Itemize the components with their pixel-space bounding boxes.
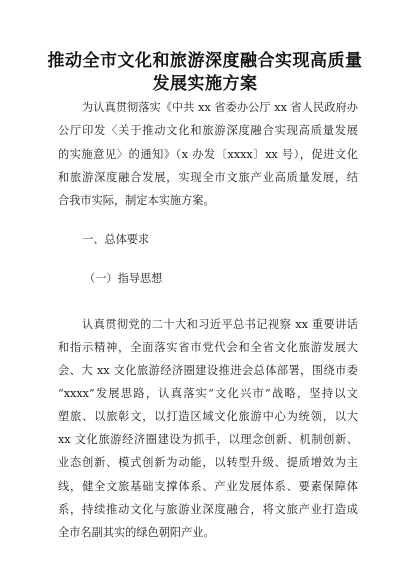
body-paragraph-line: 认真贯彻党的二十大和习近平总书记视察 xx 重要讲话 xyxy=(82,318,358,331)
document-title-line-2: 发展实施方案 xyxy=(152,74,258,94)
body-paragraph-line: xx 文化旅游经济圈建设为抓手，以理念创新、机制创新、 xyxy=(58,433,358,446)
body-paragraph-line: 业态创新、模式创新为动能，以转型升级、提质增效为主 xyxy=(58,456,358,469)
document-title-line-1: 推动全市文化和旅游深度融合实现高质量 xyxy=(47,51,363,71)
subsection-heading: （一）指导思想 xyxy=(84,272,163,285)
intro-paragraph-line: 为认真贯彻落实《中共 xx 省委办公厅 xx 省人民政府办 xyxy=(82,101,358,114)
section-heading: 一、总体要求 xyxy=(82,233,150,246)
body-paragraph-line: 线，健全文旅基础支撑体系、产业发展体系、要素保障体 xyxy=(58,480,358,493)
body-paragraph-line: 和指示精神，全面落实省市党代会和全省文化旅游发展大 xyxy=(58,341,358,354)
intro-paragraph-line: 和旅游深度融合发展，实现全市文旅产业高质量发展，结 xyxy=(58,171,358,184)
intro-paragraph-line: 公厅印发〈关于推动文化和旅游深度融合实现高质量发展 xyxy=(58,124,358,137)
intro-paragraph-line: 的实施意见〉的通知》（x 办发〔xxxx〕xx 号），促进文化 xyxy=(58,148,358,161)
body-paragraph-line: 会、大 xx 文化旅游经济圈建设推进会总体部署，围绕市委 xyxy=(58,364,358,377)
intro-paragraph-line: 合我市实际，制定本实施方案。 xyxy=(58,194,215,207)
body-paragraph-line: “xxxx”发展思路，认真落实“文化兴市”战略，坚持以文 xyxy=(58,387,358,400)
body-paragraph-line: 系，持续推动文化与旅游业深度融合，将文旅产业打造成 xyxy=(58,503,358,516)
body-paragraph-line: 塑旅、以旅彰文，以打造区域文化旅游中心为统领，以大 xyxy=(58,410,358,423)
body-paragraph-line: 全市名副其实的绿色朝阳产业。 xyxy=(58,526,215,539)
